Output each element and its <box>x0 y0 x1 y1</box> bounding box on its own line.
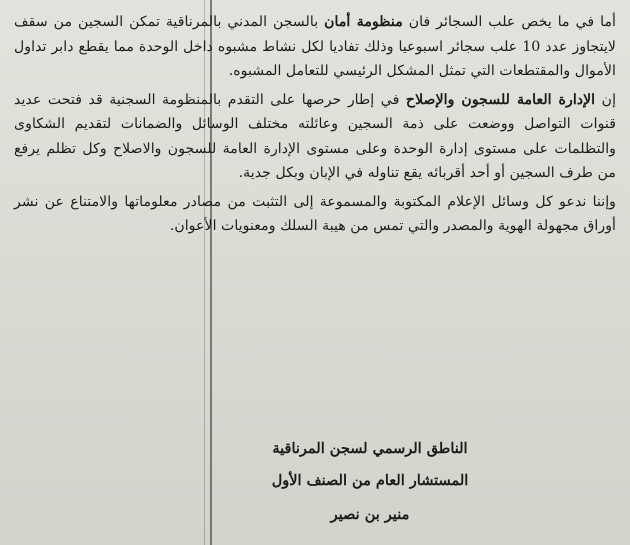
paragraph-media-appeal <box>14 190 616 239</box>
document-body <box>14 10 616 241</box>
paragraph-text: إن <box>595 91 617 108</box>
signature-rank: المستشار العام من الصنف الأول <box>271 472 469 489</box>
paragraph-text: أما في ما يخص علب السجائر فان <box>402 14 616 30</box>
paragraph-emphasis: الإدارة العامة للسجون والإصلاح <box>405 91 596 108</box>
signature-title: الناطق الرسمي لسجن المرناقية <box>272 440 468 457</box>
paragraph-text: في إطار حرصها على التقدم بالمنظومة السجنية قد فتحت عديد قنوات التواصل ووضعت على ذمة السجين وعائلته مختلف الوسائل والضمانات لتقديم الشكاوى والتظلمات على مستوى إدارة الوحدة وعلى مستوى الإدارة العامة للسجون والاصلاح وكل تظلم يرفع من طرف السجين أو أحد أقربائه يقع تناوله في الإبان وبكل جدية. <box>14 91 616 181</box>
paragraph-text: بالسجن المدني بالمرناقية تمكن السجين من سقف لايتجاوز عدد 10 علب سجائر اسبوعيا وذلك تفاديا لكل نشاط مشبوه داخل الوحدة مما يقطع دابر تداول الأموال والمقتطعات التي تمثل المشكل الرئيسي للتعامل المشبوه. <box>14 14 616 79</box>
paragraph-text: وإننا ندعو كل وسائل الإعلام المكتوبة والمسموعة إلى التثبت من مصادر معلوماتها والامتناع عن نشر أوراق مجهولة الهوية والمصدر والتي تمس من هيبة السلك ومعنويات الأعوان. <box>14 193 616 234</box>
paragraph-cigarettes <box>14 10 616 84</box>
signature-name: منير بن نصير <box>330 506 410 523</box>
paragraph-emphasis: منظومة أمان <box>324 14 403 30</box>
paragraph-administration <box>14 88 616 186</box>
